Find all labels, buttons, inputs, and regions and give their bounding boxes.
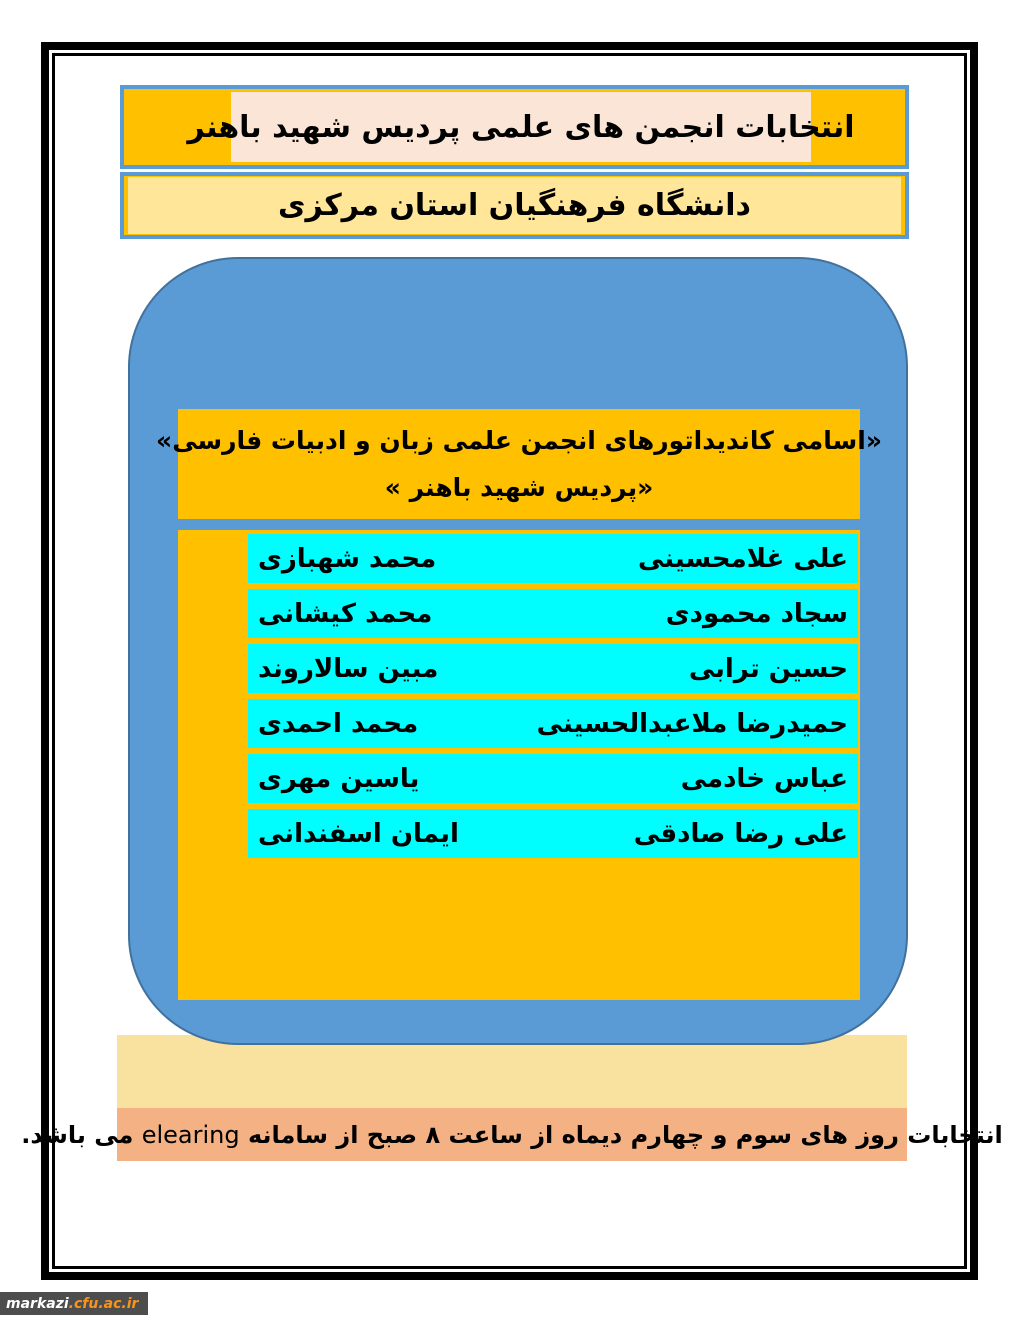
candidate-name-right: عباس خادمی: [680, 763, 848, 794]
watermark-suffix: .cfu.ac.ir: [68, 1295, 139, 1312]
candidate-row: [248, 644, 858, 693]
candidates-card: [128, 257, 908, 1045]
bottom-cream-band: [117, 1035, 907, 1108]
candidate-name-left: محمد کیشانی: [258, 598, 433, 629]
banner-election-title: [120, 85, 909, 169]
candidate-row: [248, 754, 858, 803]
candidate-row: [248, 699, 858, 748]
election-title: انتخابات انجمن های علمی پردیس شهید باهنر: [187, 109, 855, 145]
notice-text-before: انتخابات روز های سوم و چهارم دیماه از ساعت ۸ صبح از سامانه: [239, 1120, 1003, 1149]
banner-university: [120, 172, 909, 239]
candidate-name-right: سجاد محمودی: [665, 598, 848, 629]
notice-system-name: elearing: [141, 1120, 240, 1149]
candidate-name-right: حسین ترابی: [688, 653, 848, 684]
watermark-prefix: markazi: [6, 1295, 69, 1312]
banner-university-box: [128, 177, 901, 234]
candidate-name-right: حمیدرضا ملاعبدالحسینی: [536, 708, 848, 739]
candidates-list-panel: [178, 530, 860, 1000]
candidate-row: [248, 534, 858, 583]
card-header-line2: «پردیس شهید باهنر »: [384, 472, 654, 502]
election-schedule-notice: [21, 1121, 1002, 1149]
card-header-line1: «اسامی کاندیداتورهای انجمن علمی زبان و ادبیات فارسی»: [156, 426, 882, 456]
university-title: دانشگاه فرهنگیان استان مرکزی: [278, 188, 751, 223]
banner-election-title-box: [187, 92, 855, 162]
candidates-card-header: [156, 409, 882, 519]
candidate-row: [248, 809, 858, 858]
candidate-row: [248, 589, 858, 638]
candidate-name-right: علی غلامحسینی: [637, 543, 848, 574]
candidate-name-left: ایمان اسفندانی: [258, 818, 459, 849]
candidate-name-right: علی رضا صادقی: [633, 818, 848, 849]
candidate-name-left: مبین سالاروند: [258, 653, 439, 684]
bottom-notice-band: [21, 1108, 1003, 1161]
candidate-name-left: یاسین مهری: [258, 763, 420, 794]
site-watermark: [0, 1292, 148, 1315]
notice-text-after: می باشد.: [21, 1120, 142, 1149]
candidate-name-left: محمد شهبازی: [258, 543, 437, 574]
candidate-name-left: محمد احمدی: [258, 708, 419, 739]
